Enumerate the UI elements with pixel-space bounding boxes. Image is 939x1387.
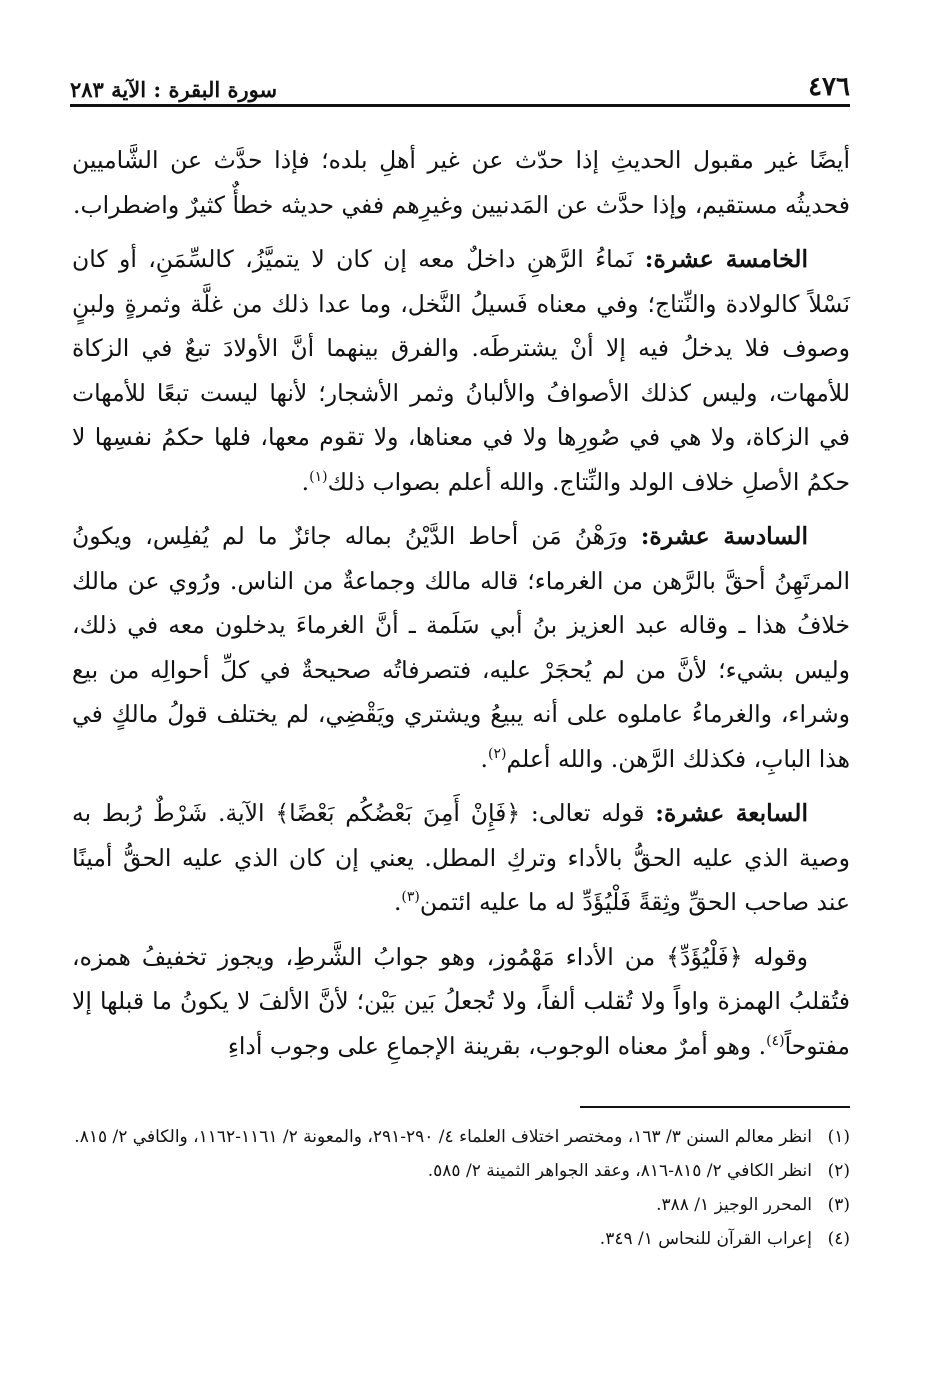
footnote-item <box>72 1122 850 1152</box>
paragraph <box>72 237 850 504</box>
paragraph <box>72 138 850 227</box>
footnote-number: (٢) <box>827 1161 850 1181</box>
page-header <box>70 62 850 102</box>
paragraph-text: أيضًا غير مقبول الحديثِ إذا حدّث عن غير أهلِ بلده؛ فإذا حدَّث عن الشَّاميين فحديثُه مستقيم، وإذا حدَّث عن المَدنيين وغيرِهم ففي حديثه خطأٌ كثيرٌ واضطراب. <box>72 146 850 219</box>
surah-reference: سورة البقرة : الآية ٢٨٣ <box>70 77 278 102</box>
footnote-item <box>72 1190 850 1220</box>
sentence-end: . <box>480 744 488 773</box>
footnote-rule <box>580 1106 850 1108</box>
footnote-text: انظر الكافي ٢/ ٨١٥-٨١٦، وعقد الجواهر الثمينة ٢/ ٥٨٥. <box>427 1161 812 1181</box>
footnote-ref[interactable]: (٤) <box>766 1032 785 1049</box>
main-text <box>72 138 850 1078</box>
paragraph-text: نَماءُ الرَّهنِ داخلٌ معه إن كان لا يتميَّزُ، كالسِّمَنِ، أو كان نَسْلاً كالولادة والنِّتاج؛ وفي معناه فَسيلُ النَّخل، وما عدا ذلك من غلَّة وثمرةٍ ولبنٍ وصوف فلا يدخلُ فيه إلا أنْ يشترطَه. والفرق بينهما أنَّ الأولادَ تبعٌ في الزكاة للأمهات، وليس كذلك الأصوافُ والألبانُ وثمر الأشجار؛ لأنها ليست تبعًا للأمهات في الزكاة، ولا هي في صُورِها ولا في معناها، ولا تقوم معها، فلها حكمُ نفسِها لا حكمُ الأصلِ خلاف الولد والنِّتاج. والله أعلم بصواب ذلك <box>72 245 850 496</box>
paragraph <box>72 935 850 1069</box>
header-rule <box>70 104 850 107</box>
paragraph-text: ورَهْنُ مَن أحاط الدَّيْنُ بماله جائزٌ ما لم يُفلِس، ويكونُ المرتَهِنُ أحقَّ بالرَّهن من الغرماء؛ قاله مالك وجماعةٌ من الناس. ورُوي عن مالك خلافُ هذا ـ وقاله عبد العزيز بنُ أبي سَلَمة ـ أنَّ الغرماءَ يدخلون معه في ذلك، وليس بشيء؛ لأنَّ من لم يُحجَرْ عليه، فتصرفاتُه صحيحةٌ في كلِّ أحوالِه من بيع وشراء، والغرماءُ عاملوه على أنه يبيعُ ويشتري ويَقْضِي، لم يختلف قولُ مالكٍ في هذا البابِ، فكذلك الرَّهن. والله أعلم <box>72 522 850 773</box>
sentence-end: . <box>393 888 402 916</box>
footnote-item <box>72 1224 850 1254</box>
paragraph <box>72 514 850 781</box>
footnote-number: (٤) <box>827 1229 850 1249</box>
paragraph-tail: . وهو أمرٌ معناه الوجوب، بقرينة الإجماعِ على وجوب أداءِ <box>227 1031 767 1060</box>
footnotes <box>72 1122 850 1258</box>
section-heading: السادسة عشرة: <box>640 522 808 550</box>
footnote-ref[interactable]: (١) <box>309 468 328 485</box>
section-heading: السابعة عشرة: <box>655 799 808 827</box>
footnote-item <box>72 1156 850 1186</box>
paragraph <box>72 791 850 925</box>
section-heading: الخامسة عشرة: <box>644 245 808 273</box>
footnote-text: انظر معالم السنن ٣/ ١٦٣، ومختصر اختلاف العلماء ٤/ ٢٩٠-٢٩١، والمعونة ٢/ ١١٦١-١١٦٢، والكافي ٢/ ٨١٥. <box>74 1127 812 1147</box>
footnote-ref[interactable]: (٢) <box>487 745 507 762</box>
footnote-number: (١) <box>827 1127 850 1147</box>
footnote-ref[interactable]: (٣) <box>401 889 420 906</box>
footnote-number: (٣) <box>827 1195 850 1215</box>
paragraph-text: قوله تعالى: ﴿فَإِنْ أَمِنَ بَعْضُكُم بَعْضًا﴾ الآية. شَرْطٌ رُبط به وصية الذي عليه الحقُّ بالأداء وتركِ المطل. يعني إن كان الذي عليه الحقُّ أمينًا عند صاحب الحقِّ وثِقةً فَلْيُؤَدِّ له ما عليه ائتمن <box>72 799 850 916</box>
paragraph-text: وقوله ﴿فَلْيُؤَدِّ﴾ من الأداء مَهْمُوز، وهو جوابُ الشَّرطِ، ويجوز تخفيفُ همزه، فتُقلبُ الهمزة واواً ولا تُقلب ألفاً، ولا تُجعلُ بَين بَيْن؛ لأنَّ الألفَ لا يكونُ ما قبلها إلا مفتوحاً <box>72 942 850 1060</box>
page-number: ٤٧٦ <box>808 72 850 102</box>
sentence-end: . <box>301 467 310 496</box>
footnote-text: المحرر الوجيز ١/ ٣٨٨. <box>656 1195 812 1215</box>
footnote-text: إعراب القرآن للنحاس ١/ ٣٤٩. <box>599 1229 812 1249</box>
